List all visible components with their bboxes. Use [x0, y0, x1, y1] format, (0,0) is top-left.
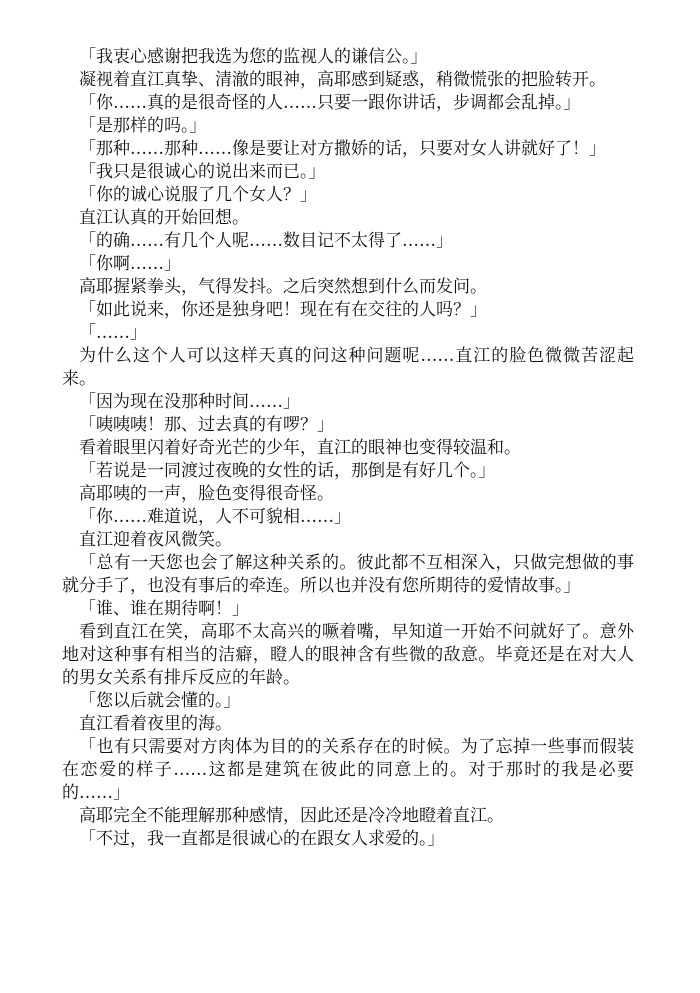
paragraph: 「我衷心感谢把我选为您的监视人的谦信公。」	[79, 47, 428, 67]
paragraph: 「因为现在没那种时间……」	[79, 392, 300, 412]
paragraph: 「你……真的是很奇怪的人……只要一跟你讲话，步调都会乱掉。」	[79, 93, 581, 113]
paragraph: 「总有一天您也会了解这种关系的。彼此都不互相深入，只做完想做的事就分手了，也没有事后的牵连。所以也并没有您所期待的爱情故事。」	[62, 553, 634, 596]
paragraph: 「您以后就会懂的。」	[79, 691, 241, 711]
paragraph: 「你的诚心说服了几个女人？」	[79, 185, 317, 205]
paragraph: 看到直江在笑，高耶不太高兴的噘着嘴，早知道一开始不问就好了。意外地对这种事有相当的洁癖，瞪人的眼神含有些微的敌意。毕竟还是在对大人的男女关系有排斥反应的年龄。	[62, 622, 634, 688]
paragraph: 直江迎着夜风微笑。	[79, 530, 232, 550]
paragraph: 「是那样的吗。」	[79, 116, 207, 136]
paragraph: 凝视着直江真挚、清澈的眼神，高耶感到疑惑，稍微慌张的把脸转开。	[79, 70, 606, 90]
paragraph: 「你……难道说，人不可貌相……」	[79, 507, 351, 527]
paragraph: 「的确……有几个人呢……数目记不太得了……」	[79, 231, 453, 251]
paragraph: 为什么这个人可以这样天真的问这种问题呢……直江的脸色微微苦涩起来。	[62, 346, 634, 389]
paragraph: 高耶握紧拳头，气得发抖。之后突然想到什么而发问。	[79, 277, 487, 297]
paragraph: 「那种……那种……像是要让对方撒娇的话，只要对女人讲就好了！」	[79, 139, 606, 159]
paragraph: 看着眼里闪着好奇光芒的少年，直江的眼神也变得较温和。	[79, 438, 521, 458]
paragraph: 「……」	[79, 323, 147, 343]
paragraph: 「你啊……」	[79, 254, 181, 274]
paragraph: 「也有只需要对方肉体为目的的关系存在的时候。为了忘掉一些事而假装在恋爱的样子……这都是建筑在彼此的同意上的。对于那时的我是必要的……」	[62, 737, 634, 803]
paragraph: 「若说是一同渡过夜晚的女性的话，那倒是有好几个。」	[79, 461, 496, 481]
paragraph: 直江看着夜里的海。	[79, 714, 232, 734]
paragraph: 「谁、谁在期待啊！」	[79, 599, 249, 619]
paragraph: 高耶完全不能理解那种感情，因此还是冷冷地瞪着直江。	[79, 806, 504, 826]
paragraph: 「如此说来，你还是独身吧！现在有在交往的人吗？」	[79, 300, 487, 320]
paragraph: 「我只是很诚心的说出来而已。」	[79, 162, 326, 182]
paragraph: 直江认真的开始回想。	[79, 208, 249, 228]
paragraph: 高耶咦的一声，脸色变得很奇怪。	[79, 484, 334, 504]
paragraph: 「咦咦咦！那、过去真的有啰？」	[79, 415, 334, 435]
paragraph: 「不过，我一直都是很诚心的在跟女人求爱的。」	[79, 829, 445, 849]
novel-text-page	[62, 46, 634, 851]
